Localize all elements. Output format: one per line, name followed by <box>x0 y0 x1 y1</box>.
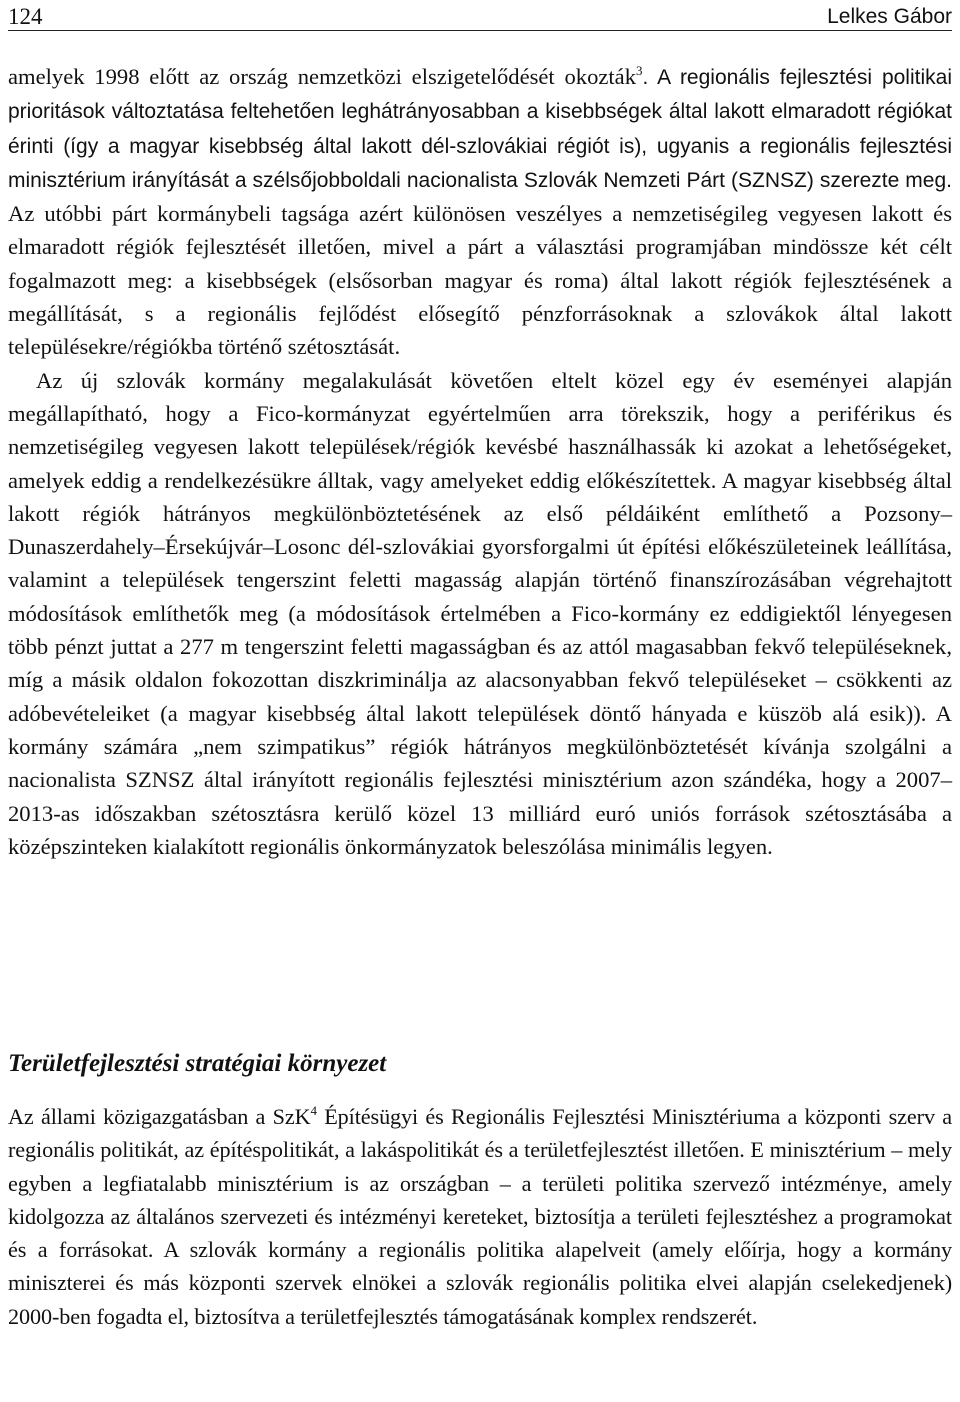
section-heading: Területfejlesztési stratégiai környezet <box>8 1050 387 1077</box>
paragraph-1-run-3: Az utóbbi párt kormánybeli tagsága azért különösen veszélyes a nemzetiségileg vegyesen lakott és elmaradott régiók fejlesztését illetően, mivel a párt a választási programjában mindössze két célt fogalmazott meg: a kisebbségek (elsősorban magyar és roma) által lakott régiók fejlesztésének a megállítását, s a regionális fejlődést elősegítő pénzforrásoknak a szlovákok által lakott településekre/régiókba történő szétosztását. <box>8 201 952 360</box>
section-run-2: Építésügyi és Regionális Fejlesztési Minisztériuma a központi szerv a regionális politikát, az építéspolitikát, a lakáspolitikát és a területfejlesztést illetően. E minisztérium – mely egyben a legfiatalabb minisztérium is az országban – a területi politika szervező intézménye, amely kidolgozza az általános szervezeti és intézményi kereteket, biztosítja a területi fejlesztéshez a programokat és a forrásokat. A szlovák kormány a regionális politika alapelveit (amely előírja, hogy a kormány miniszterei és más központi szervek elnökei a szlovák regionális politika elvei alapján cselekedjenek) 2000-ben fogadta el, biztosítva a területfejlesztés támogatásának komplex rendszerét. <box>8 1104 953 1329</box>
page-number: 124 <box>8 4 43 29</box>
section-text <box>8 1100 952 1333</box>
section-paragraph <box>8 1100 952 1333</box>
paragraph-1-run-1: amelyek 1998 előtt az ország nemzetközi elszigetelődését okozták <box>8 64 636 89</box>
footnote-ref-4: 4 <box>310 1103 317 1118</box>
running-head-author: Lelkes Gábor <box>827 5 952 28</box>
paragraph-1 <box>8 60 952 364</box>
footnote-ref-3: 3 <box>636 63 643 78</box>
paragraph-2: Az új szlovák kormány megalakulását követően eltelt közel egy év eseményei alapján megállapítható, hogy a Fico-kormányzat egyértelműen arra törekszik, hogy a periférikus és nemzetiségileg vegyesen lakott települések/régiók kevésbé használhassák ki azokat a lehetőségeket, amelyek eddig a rendelkezésükre álltak, vagy amelyeket eddig előkészítettek. A magyar kisebbség által lakott régiók hátrányos megkülönböztetésének az első példáiként említhető a Pozsony–Dunaszerdahely–Érsekújvár–Losonc dél-szlovákiai gyorsforgalmi út építési előkészületeinek leállítása, valamint a települések tengerszint feletti magasság alapján történő finanszírozásában végrehajtott módosítások említhetők meg (a módosítások értelmében a Fico-kormány ez eddigiektől lényegesen több pénzt juttat a 277 m tengerszint feletti magasságban és az attól magasabban fekvő településeknek, míg a másik oldalon fokozottan diszkriminálja az alacsonyabban fekvő településeket – csökkenti az adóbevételeiket (a magyar kisebbség által lakott települések döntő hányada e küszöb alá esik)). A kormány számára „nem szimpatikus” régiók hátrányos megkülönböztetését kívánja szolgálni a nacionalista SZNSZ által irányított regionális fejlesztési minisztérium azon szándéka, hogy a 2007–2013-as időszakban szétosztásra kerülő közel 13 milliárd euró uniós források szétosztásába a középszinteken kialakított regionális önkormányzatok beleszólása minimális legyen. <box>8 367 952 859</box>
body-text <box>8 60 952 863</box>
paragraph-1-run-2: . A regionális fejlesztési politikai prioritások változtatása feltehetően leghátrányosabban a kisebbségek által lakott elmaradott régiókat érinti (így a magyar kisebbség által lakott dél-szlovákiai régiót is), ugyanis a regionális fejlesztési minisztérium irányítását a szélsőjobboldali nacionalista Szlovák Nemzeti Párt (SZNSZ) szerezte meg. <box>8 66 952 192</box>
section-run-1: Az állami közigazgatásban a SzK <box>8 1104 311 1129</box>
running-head <box>8 0 952 31</box>
